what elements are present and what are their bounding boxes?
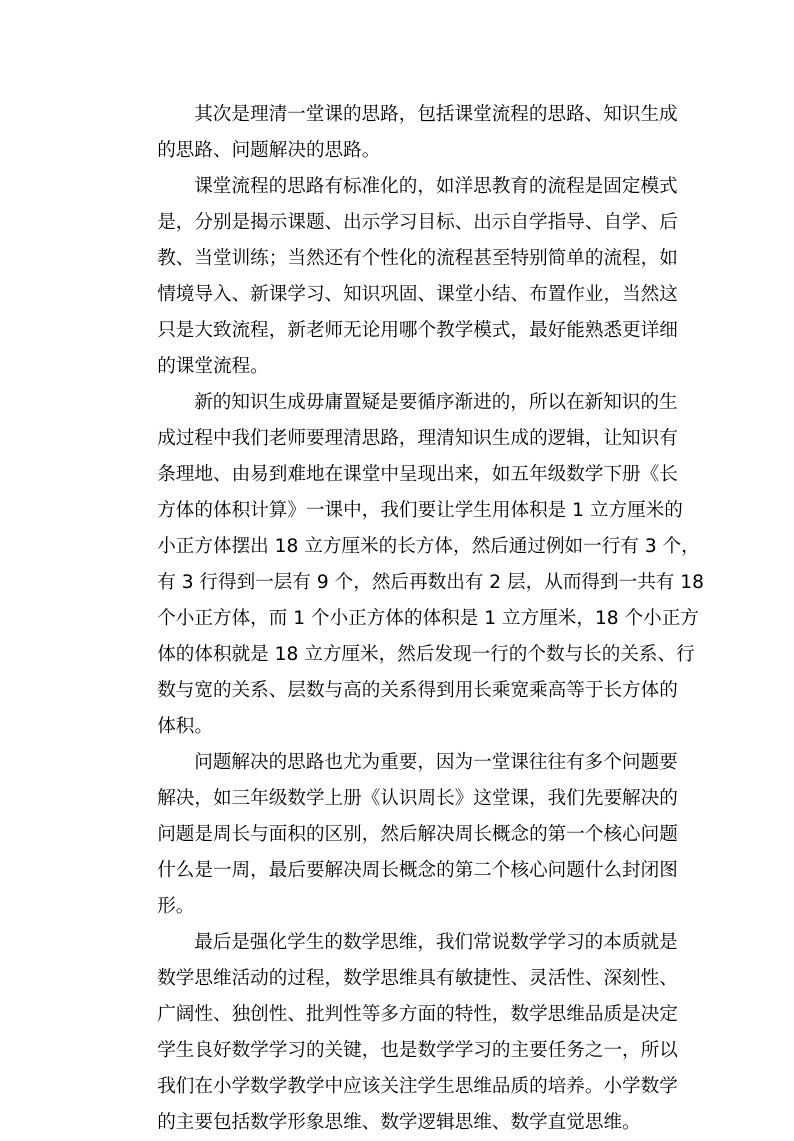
text-line: 数与宽的关系、层数与高的关系得到用长乘宽乘高等于长方体的 xyxy=(157,680,678,701)
text-line: 有 3 行得到一层有 9 个，然后再数出有 2 层，从而得到一共有 18 xyxy=(157,572,704,593)
text-line: 学生良好数学学习的关键，也是数学学习的主要任务之一，所以 xyxy=(157,1040,678,1061)
paragraph xyxy=(120,745,676,925)
paragraph xyxy=(120,925,676,1141)
text-line: 成过程中我们老师要理清思路，理清知识生成的逻辑，让知识有 xyxy=(157,428,678,449)
text-line: 情境导入、新课学习、知识巩固、课堂小结、布置作业，当然这 xyxy=(157,284,678,305)
text-line: 形。 xyxy=(157,896,195,917)
text-line: 小正方体摆出 18 立方厘米的长方体，然后通过例如一行有 3 个， xyxy=(157,536,700,557)
paragraph xyxy=(120,97,676,169)
text-line: 个小正方体，而 1 个小正方体的体积是 1 立方厘米，18 个小正方 xyxy=(157,608,699,629)
text-line: 条理地、由易到难地在课堂中呈现出来，如五年级数学下册《长 xyxy=(157,464,678,485)
paragraph xyxy=(120,385,704,745)
text-line: 课堂流程的思路有标准化的，如洋思教育的流程是固定模式 xyxy=(194,176,678,197)
text-line: 什么是一周，最后要解决周长概念的第二个核心问题什么封闭图 xyxy=(157,860,678,881)
text-line: 最后是强化学生的数学思维，我们常说数学学习的本质就是 xyxy=(194,932,678,953)
text-line: 广阔性、独创性、批判性等多方面的特性，数学思维品质是决定 xyxy=(157,1004,678,1025)
text-line: 的课堂流程。 xyxy=(157,356,269,377)
paragraph xyxy=(120,169,676,385)
text-line: 新的知识生成毋庸置疑是要循序渐进的，所以在新知识的生 xyxy=(194,392,678,413)
text-line: 体的体积就是 18 立方厘米，然后发现一行的个数与长的关系、行 xyxy=(157,644,695,665)
text-line: 体积。 xyxy=(157,716,213,737)
text-line: 数学思维活动的过程，数学思维具有敏捷性、灵活性、深刻性、 xyxy=(157,968,678,989)
text-line: 问题是周长与面积的区别，然后解决周长概念的第一个核心问题 xyxy=(157,824,678,845)
text-line: 解决，如三年级数学上册《认识周长》这堂课，我们先要解决的 xyxy=(157,788,678,809)
text-line: 教、当堂训练；当然还有个性化的流程甚至特别简单的流程，如 xyxy=(157,248,678,269)
text-line: 是，分别是揭示课题、出示学习目标、出示自学指导、自学、后 xyxy=(157,212,678,233)
text-line: 的思路、问题解决的思路。 xyxy=(157,140,381,161)
text-line: 方体的体积计算》一课中，我们要让学生用体积是 1 立方厘米的 xyxy=(157,500,683,521)
text-line: 问题解决的思路也尤为重要，因为一堂课往往有多个问题要 xyxy=(194,752,678,773)
text-line: 我们在小学数学教学中应该关注学生思维品质的培养。小学数学 xyxy=(157,1076,678,1097)
text-line: 只是大致流程，新老师无论用哪个教学模式，最好能熟悉更详细 xyxy=(157,320,678,341)
document-body xyxy=(120,97,704,1141)
text-line: 的主要包括数学形象思维、数学逻辑思维、数学直觉思维。 xyxy=(157,1112,641,1133)
text-line: 其次是理清一堂课的思路，包括课堂流程的思路、知识生成 xyxy=(194,104,678,125)
